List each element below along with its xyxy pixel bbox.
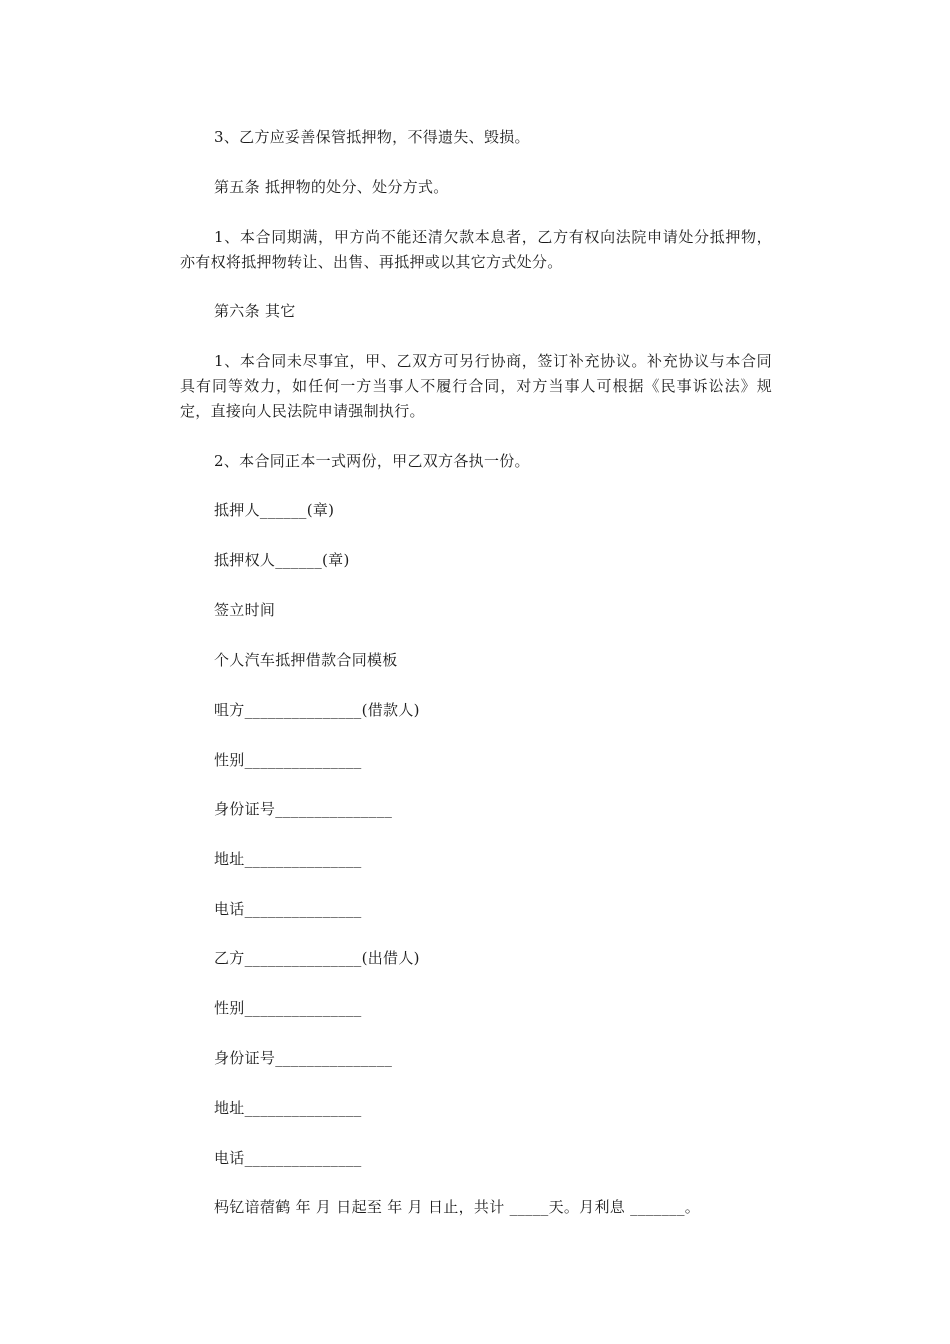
loan-term-line: 杩钇谙蓿鹤 年 月 日起至 年 月 日止，共计 _____天。月利息 _______。 bbox=[214, 1198, 701, 1216]
gender-field: 性别_______________ bbox=[214, 751, 362, 769]
phone-field: 电话_______________ bbox=[214, 1149, 362, 1167]
clause-text: 3、乙方应妥善保管抵押物，不得遗失、毁损。 bbox=[214, 128, 530, 146]
clause-text: 2、本合同正本一式两份，甲乙双方各执一份。 bbox=[214, 452, 530, 470]
article-heading: 第五条 抵押物的处分、处分方式。 bbox=[214, 178, 449, 196]
party-b-field: 乙方_______________(出借人) bbox=[214, 949, 420, 967]
article-heading: 第六条 其它 bbox=[214, 302, 296, 320]
clause-text: 1、本合同未尽事宜，甲、乙双方可另行协商，签订补充协议。补充协议与本合同具有同等效力，如任何一方当事人不履行合同，对方当事人可根据《民事诉讼法》规定，直接向人民法院申请强制执行。 bbox=[180, 352, 772, 420]
phone-field: 电话_______________ bbox=[214, 900, 362, 918]
address-field: 地址_______________ bbox=[214, 1099, 362, 1117]
party-a-field: 咀方_______________(借款人) bbox=[214, 701, 420, 719]
id-number-field: 身份证号_______________ bbox=[214, 1049, 393, 1067]
template-title: 个人汽车抵押借款合同模板 bbox=[214, 651, 398, 669]
address-field: 地址_______________ bbox=[214, 850, 362, 868]
id-number-field: 身份证号_______________ bbox=[214, 800, 393, 818]
clause-text: 1、本合同期满，甲方尚不能还清欠款本息者，乙方有权向法院申请处分抵押物，亦有权将抵押物转让、出售、再抵押或以其它方式处分。 bbox=[180, 228, 772, 271]
signature-line-mortgagor: 抵押人______(章) bbox=[214, 501, 335, 519]
signature-line-mortgagee: 抵押权人______(章) bbox=[214, 551, 350, 569]
signing-date-label: 签立时间 bbox=[214, 601, 276, 619]
gender-field: 性别_______________ bbox=[214, 999, 362, 1017]
